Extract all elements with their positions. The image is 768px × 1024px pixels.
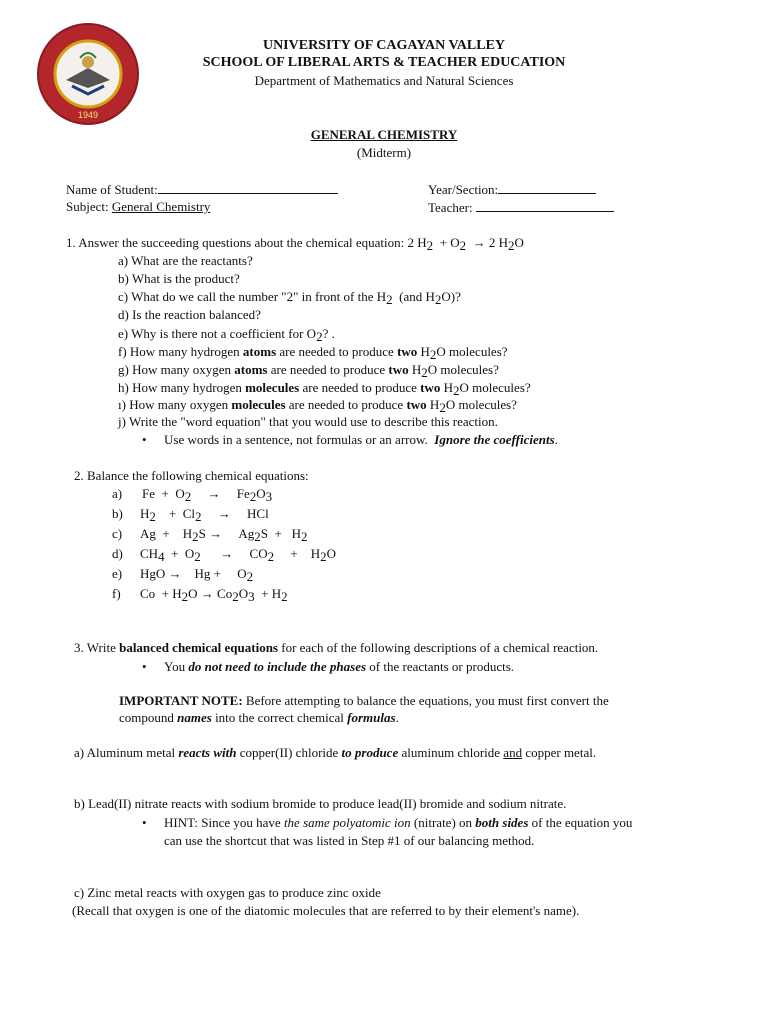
q1-a: a) What are the reactants? [118,253,253,268]
university-name: UNIVERSITY OF CAGAYAN VALLEY [262,38,506,53]
q3-a: a) Aluminum metal reacts with copper(II) chloride to produce aluminum chloride and copper metal. [74,745,597,760]
q3-bullet: • You do not need to include the phases of the reactants or products. [164,659,514,675]
q2-f-label: f) [112,586,121,601]
q1-i: ı) How many oxygen molecules are needed to produce two $H_2O$ molecules? [118,397,517,415]
q2-d-equation: $CH_4 + O_2$ → $CO_2$ + $H_2O$ [140,546,336,564]
important-note: IMPORTANT NOTE: Before attempting to balance the equations, you must first convert the [119,693,609,708]
q2-a-label: a) [112,486,123,501]
teacher-field[interactable]: Teacher: [428,199,614,216]
q1-d: d) Is the reaction balanced? [118,307,261,322]
svg-text:1949: 1949 [77,110,99,120]
q2-c-label: c) [112,526,123,541]
important-note-line2: compound names into the correct chemical formulas. [119,710,399,725]
q1-intro: 1. Answer the succeeding questions about the chemical equation: 2 $H_2 + O_2 \to 2$ $H_2O$ [66,235,524,253]
q2-a-equation: $Fe + O_2$ → $Fe_2O_3$ [142,486,273,504]
q1-bullet: • Use words in a sentence, not formulas or an arrow. Ignore the coefficients. [164,432,558,448]
q1-h: h) How many hydrogen molecules are needed to produce two $H_2O$ molecules? [118,380,531,398]
q2-b-equation: $H_2$ + $Cl_2$ → HCl [140,506,269,524]
q2-b-label: b) [112,506,123,521]
q1-g: g) How many oxygen atoms are needed to produce two $H_2O$ molecules? [118,362,499,380]
q1-b: b) What is the product? [118,271,240,286]
q3-c: c) Zinc metal reacts with oxygen gas to produce zinc oxide [74,885,381,900]
q2-f-equation: $Co + H_2O \to Co_2O_3 + H_2$ [140,586,288,604]
course-title: GENERAL CHEMISTRY [310,127,458,142]
student-name-field[interactable]: Name of Student: [66,181,338,198]
q2-e-label: e) [112,566,123,581]
subject-field: Subject: General Chemistry [66,199,211,214]
q3-b: b) Lead(II) nitrate reacts with sodium bromide to produce lead(II) bromide and sodium nitrate. [74,796,567,811]
q1-j: j) Write the "word equation" that you would use to describe this reaction. [118,414,498,429]
year-section-field[interactable]: Year/Section: [428,181,596,198]
q2-d-label: d) [112,546,123,561]
q2-e-equation: HgO → Hg + $O_2$ [140,566,254,584]
term-label: (Midterm) [356,145,412,160]
q2-intro: 2. Balance the following chemical equations: [74,468,309,483]
department-name: Department of Mathematics and Natural Sciences [254,73,514,88]
q1-f: f) How many hydrogen atoms are needed to produce two $H_2O$ molecules? [118,344,508,362]
q3-hint: • HINT: Since you have the same polyatomic ion (nitrate) on both sides of the equation you [164,815,632,831]
q1-e: e) Why is there not a coefficient for $O_2$? . [118,326,335,344]
q3-c-note: (Recall that oxygen is one of the diatomic molecules that are referred to by their element's name). [72,903,580,918]
q2-c-equation: Ag + $H_2S$ → $Ag_2S$ + $H_2$ [140,526,308,544]
q1-c: c) What do we call the number "2" in front of the $H_2$ (and $H_2O$)? [118,289,461,307]
school-name: SCHOOL OF LIBERAL ARTS & TEACHER EDUCATION [202,55,566,70]
q3-hint-line2: can use the shortcut that was listed in Step #1 of our balancing method. [164,833,535,848]
q3-intro: 3. Write balanced chemical equations for each of the following descriptions of a chemical reaction. [74,640,599,655]
